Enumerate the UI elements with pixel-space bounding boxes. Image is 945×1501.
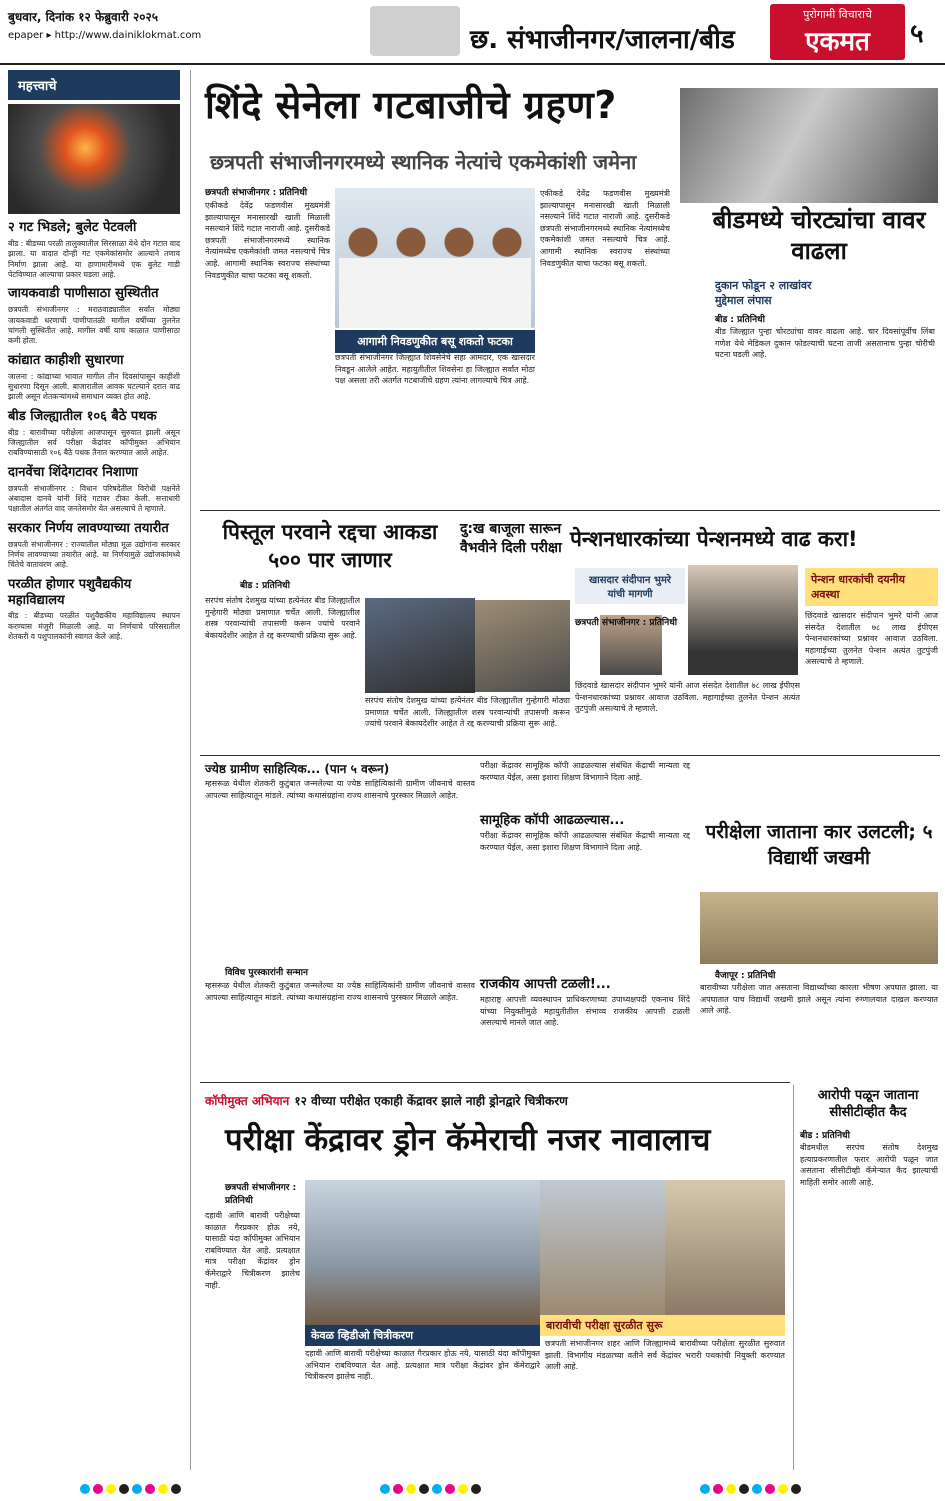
lead-photo-caption: आगामी निवडणुकीत बसू शकतो फटका — [335, 330, 535, 353]
cctv-headline: आरोपी पळून जाताना सीसीटीव्हीत कैद — [817, 1088, 919, 1120]
section-divider — [200, 510, 940, 511]
politician-portrait — [387, 218, 435, 328]
drone-camera-photo — [305, 1180, 540, 1325]
lead-headline: शिंदे सेनेला गटबाजीचे ग्रहण? — [205, 83, 617, 127]
politicians-photo — [335, 188, 535, 328]
registration-dot — [791, 1484, 801, 1494]
section-title: छ. संभाजीनगर/जालना/बीड — [470, 25, 735, 55]
burning-bike-photo — [8, 104, 180, 214]
color-registration-marks — [380, 1484, 481, 1494]
beed-byline: बीड : प्रतिनिधी — [715, 315, 765, 325]
website-url[interactable]: http://www.dainiklokmat.com — [54, 30, 202, 41]
exam-centre-photo — [665, 1180, 785, 1315]
column-divider — [793, 1085, 794, 1470]
beed-body: बीड जिल्ह्यात पुन्हा चोरट्यांचा वावर वाढला आहे. चार दिवसांपूर्वीच लिंबा गणेश येथे मेडिकल दुकान फोडल्याची घटना ताजी असतानाच पुन्हा चोरीची घटना घडली आहे. — [715, 327, 935, 360]
logo-name: एकमत — [805, 27, 870, 57]
pension-headline: पेन्शनधारकांच्या पेन्शनमध्ये वाढ करा! — [570, 527, 858, 551]
pension-box-title: पेन्शन धारकांची दयनीय अवस्था — [805, 568, 938, 606]
pistol-body: सरपंच संतोष देशमुख यांच्या हत्येनंतर बीड जिल्ह्यातील गुन्हेगारी मोठ्या प्रमाणात चर्चेत आली. जिल्ह्यातील शस्त्र परवान्यांची तपासणी करून ज्यांचे परवाने बेकायदेशीर आहेत ते रद्द करण्याची प्रक्रिया सुरू आहे. — [205, 596, 360, 640]
political-body: महाराष्ट्र आपत्ती व्यवस्थापन प्राधिकरणाच्या उपाध्यक्षपदी एकनाथ शिंदे यांच्या नियुक्तीमुळे महायुतीतील संभाव्य राजकीय आपत्ती टळली असल्याचे मानले जात आहे. — [480, 995, 690, 1028]
newspaper-logo — [770, 4, 905, 60]
registration-dot — [700, 1484, 710, 1494]
issue-date: बुधवार, दिनांक १२ फेब्रुवारी २०२५ — [8, 10, 158, 24]
briefs-tag: महत्त्वाचे — [8, 70, 180, 100]
registration-dot — [726, 1484, 736, 1494]
accident-body: बारावीच्या परीक्षेला जात असताना विद्यार्थ्यांच्या कारला भीषण अपघात झाला. या अपघातात पाच विद्यार्थी जखमी झाले असून त्यांना रुग्णालयात दाखल करण्यात आले आहे. — [700, 983, 938, 1016]
pistol-byline: बीड : प्रतिनिधी — [240, 581, 290, 591]
pension-byline: छत्रपती संभाजीनगर : प्रतिनिधी — [575, 618, 678, 628]
print-registration-strip — [0, 1478, 945, 1501]
registration-dot — [93, 1484, 103, 1494]
registration-dot — [752, 1484, 762, 1494]
mp-demand-label: खासदार संदीपान भुमरे यांची मागणी — [575, 568, 685, 604]
section-divider — [200, 755, 940, 756]
drone-body-continued: दहावी आणि बारावी परीक्षेच्या काळात गैरप्रकार होऊ नये, यासाठी यंदा कॉपीमुक्त अभियान राबविण्यात येत आहे. प्रत्यक्षात मात्र परीक्षा केंद्रांवर ड्रोन कॅमेराद्वारे चित्रीकरण झालेच नाही. — [305, 1349, 540, 1382]
registration-dot — [419, 1484, 429, 1494]
copy-body: परीक्षा केंद्रावर सामूहिक कॉपी आढळल्यास संबंधित केंद्राची मान्यता रद्द करण्यात येईल, असा इशारा शिक्षण विभागाने दिला आहे. — [480, 831, 690, 852]
politician-portrait — [339, 218, 387, 328]
politician-portrait — [483, 218, 531, 328]
exam-photo — [475, 600, 570, 692]
registration-dot — [132, 1484, 142, 1494]
literature-body: म्हसरूळ येथील शेतकरी कुटुंबात जन्मलेल्या या ज्येष्ठ साहित्यिकांनी ग्रामीण जीवनाचे वास्तव आपल्या साहित्यातून मांडले. त्यांच्या कथासंग्रहांना राज्य शासनाचे पुरस्कार मिळाले आहेत. — [205, 779, 475, 800]
drone-byline: छत्रपती संभाजीनगर : प्रतिनिधी — [225, 1183, 297, 1206]
exam-body: छत्रपती संभाजीनगर शहर आणि जिल्ह्यामध्ये बारावीच्या परीक्षेला सुरळीत सुरुवात झाली. विभागीय मंडळाच्या वतीने सर्व केंद्रांवर भरारी पथकांची नियुक्ती करण्यात आली आहे. — [545, 1339, 785, 1372]
registration-dot — [406, 1484, 416, 1494]
registration-dot — [778, 1484, 788, 1494]
drone-strap — [205, 1090, 785, 1114]
cctv-byline: बीड : प्रतिनिधी — [800, 1131, 850, 1141]
pistol-headline: पिस्तूल परवाने रद्दचा आकडा ५०० पार जाणार — [222, 520, 438, 573]
registration-dot — [106, 1484, 116, 1494]
brief-item: परळीत होणार पशुवैद्यकीय महाविद्यालय बीड : बीडच्या परळीत पशुवैद्यकीय महाविद्यालय स्थापन करण्यास मंजुरी मिळाली आहे. या निर्णयाचे परिसरातील शेतकरी व पशुपालकांनी स्वागत केले आहे. — [8, 576, 180, 642]
literature-body-continued: म्हसरूळ येथील शेतकरी कुटुंबात जन्मलेल्या या ज्येष्ठ साहित्यिकांनी ग्रामीण जीवनाचे वास्तव आपल्या साहित्यातून मांडले. त्यांच्या कथासंग्रहांना राज्य शासनाचे पुरस्कार मिळाले आहेत. — [205, 981, 475, 1002]
accident-headline: परीक्षेला जाताना कार उलटली; ५ विद्यार्थी जखमी — [705, 821, 933, 869]
color-registration-marks — [700, 1484, 801, 1494]
lead-subheadline: छत्रपती संभाजीनगरमध्ये स्थानिक नेत्यांचे एकमेकांशी जमेना — [210, 150, 637, 174]
beed-headline: बीडमध्ये चोरट्यांचा वावर वाढला — [712, 206, 926, 266]
lead-byline: छत्रपती संभाजीनगर : प्रतिनिधी — [205, 188, 308, 198]
registration-dot — [158, 1484, 168, 1494]
registration-dot — [393, 1484, 403, 1494]
accident-byline: वैजापूर : प्रतिनिधी — [715, 971, 776, 981]
column-divider — [190, 70, 191, 1470]
political-headline: राजकीय आपत्ती टळली!... — [480, 977, 611, 992]
briefs-column — [8, 70, 180, 1470]
copy-lead-in: परीक्षा केंद्रावर सामूहिक कॉपी आढळल्यास संबंधित केंद्राची मान्यता रद्द करण्यात येईल, असा इशारा शिक्षण विभागाने दिला आहे. — [480, 761, 690, 782]
parliament-photo — [688, 565, 798, 675]
brief-item: जायकवाडी पाणीसाठा सुस्थितीत छत्रपती संभाजीनगर : मराठवाड्यातील सर्वांत मोठ्या जायकवाडी धरणाची पाणीपातळी मागील वर्षीच्या तुलनेत चांगली सुस्थितीत आहे. मागील वर्षी याच काळात पाणीसाठा कमी होता. — [8, 286, 180, 346]
drone-headline: परीक्षा केंद्रावर ड्रोन कॅमेराची नजर नावालाच — [225, 1122, 711, 1158]
epaper-link[interactable]: epaper ▸ http://www.dainiklokmat.com — [8, 30, 202, 41]
beed-subhead-1: दुकान फोडून २ लाखांवर — [715, 279, 812, 292]
vaibhavi-headline: दु:ख बाजूला सारून वैभवीने दिली परीक्षा — [460, 521, 562, 556]
pistol-body-continued: सरपंच संतोष देशमुख यांच्या हत्येनंतर बीड जिल्ह्यातील गुन्हेगारी मोठ्या प्रमाणात चर्चेत आली. जिल्ह्यातील शस्त्र परवान्यांची तपासणी करून ज्यांचे परवाने बेकायदेशीर आहेत ते रद्द करण्याची प्रक्रिया सुरू आहे. — [365, 696, 570, 729]
header-divider — [0, 63, 945, 65]
registration-dot — [445, 1484, 455, 1494]
registration-dot — [119, 1484, 129, 1494]
literature-headline: ज्येष्ठ ग्रामीण साहित्यिक... (पान ५ वरून) — [205, 762, 390, 776]
cctv-body: बीडमधील सरपंच संतोष देशमुख हत्याप्रकरणातील फरार आरोपी पळून जात असताना सीसीटीव्ही कॅमेऱ्यात कैद झाल्याची माहिती समोर आली आहे. — [800, 1143, 938, 1187]
drone-strap-text: १२ वीच्या परीक्षेत एकाही केंद्रावर झाले नाही ड्रोनद्वारे चित्रीकरण — [294, 1094, 568, 1108]
masthead-image — [370, 6, 460, 56]
registration-dot — [171, 1484, 181, 1494]
registration-dot — [145, 1484, 155, 1494]
accident-photo — [700, 892, 938, 964]
brief-item: दानवेंचा शिंदेगटावर निशाणा छत्रपती संभाजीनगर : विधान परिषदेतील विरोधी पक्षनेते अंबादास दानवे यांनी शिंदे गटावर टीका केली. सत्ताधारी पक्षातील अंतर्गत वाद जनतेसमोर येत असल्याचे ते म्हणाले. — [8, 464, 180, 514]
awards-subhead: विविध पुरस्कारांनी सन्मान — [225, 968, 309, 978]
politician-portrait — [435, 218, 483, 328]
registration-dot — [765, 1484, 775, 1494]
color-registration-marks — [80, 1484, 181, 1494]
beed-subhead-2: मुद्देमाल लंपास — [715, 294, 772, 307]
registration-dot — [471, 1484, 481, 1494]
video-caption: केवळ व्हिडीओ चित्रीकरण — [305, 1325, 540, 1346]
registration-dot — [458, 1484, 468, 1494]
lead-body: एकीकडे देवेंद्र फडणवीस मुख्यमंत्री झाल्यापासून मनासारखी खाती मिळाली नसल्याने शिंदे गटात नाराजी आहे. दुसरीकडे छत्रपती संभाजीनगरमध्ये स्थानिक नेत्यांमध्येच एकमेकांशी जमत नसल्याचे चित्र आहे. आगामी स्थानिक स्वराज्य संस्थांच्या निवडणुकीत याचा फटका बसू शकतो. — [205, 201, 330, 280]
drone-body: दहावी आणि बारावी परीक्षेच्या काळात गैरप्रकार होऊ नये, यासाठी यंदा कॉपीमुक्त अभियान राबविण्यात येत आहे. प्रत्यक्षात मात्र परीक्षा केंद्रांवर ड्रोन कॅमेराद्वारे चित्रीकरण झालेच नाही. — [205, 1211, 300, 1290]
logo-tagline: पुरोगामी विचाराचे — [803, 8, 872, 21]
brief-item: सरकार निर्णय लावण्याच्या तयारीत छत्रपती संभाजीनगर : राज्यातील मोठ्या मूळ उद्योगांना सरकार निर्णय लावण्याच्या तयारीत आहे. या निर्णयामुळे उद्योजकांमध्ये चिंतेचे वातावरण आहे. — [8, 520, 180, 570]
exam-centre-photo — [540, 1180, 665, 1315]
registration-dot — [432, 1484, 442, 1494]
office-photo — [365, 598, 475, 693]
exam-smooth-caption: बारावीची परीक्षा सुरळीत सुरू — [540, 1315, 785, 1336]
registration-dot — [380, 1484, 390, 1494]
registration-dot — [713, 1484, 723, 1494]
brief-item: बीड जिल्ह्यातील १०६ बैठे पथक बीड : बारावीच्या परीक्षेला आजपासून सुरुवात झाली असून जिल्ह्यातील सर्व परीक्षा केंद्रांवर कॉपीमुक्त अभियान राबविण्यासाठी १०६ बैठे पथक तैनात करण्यात आले आहेत. — [8, 408, 180, 458]
brief-item: कांद्यात काहीशी सुधारणा जालना : कांद्याच्या भावात मागील तीन दिवसांपासून काहीशी सुधारणा दिसून आली. बाजारातील आवक घटल्याने दरात वाढ झाली असून शेतकऱ्यांमध्ये समाधान व्यक्त होत आहे. — [8, 352, 180, 402]
registration-dot — [80, 1484, 90, 1494]
lead-body-continued: छत्रपती संभाजीनगर जिल्ह्यात शिवसेनेचे सहा आमदार, एक खासदार निवडून आलेले आहेत. महायुतीतील शिवसेना हा जिल्ह्यात सर्वात मोठा पक्ष असला तरी अंतर्गत गटबाजीचे ग्रहण त्यांना लागल्याचे चित्र आहे. — [335, 353, 535, 386]
campaign-tag: कॉपीमुक्त अभियान — [205, 1094, 290, 1108]
cctv-still-photo — [680, 88, 938, 203]
lead-body-column: एकीकडे देवेंद्र फडणवीस मुख्यमंत्री झाल्यापासून मनासारखी खाती मिळाली नसल्याने शिंदे गटात नाराजी आहे. दुसरीकडे छत्रपती संभाजीनगरमध्ये स्थानिक नेत्यांमध्येच एकमेकांशी जमत नसल्याचे चित्र आहे. आगामी स्थानिक स्वराज्य संस्थांच्या निवडणुकीत याचा फटका बसू शकतो. — [540, 189, 670, 268]
pension-box-body: छिंदवाडे खासदार संदीपान भुमरे यांनी आज संसदेत देशातील ७८ लाख ईपीएस पेन्शनधारकांच्या प्रश्नावर आवाज उठविला. महागाईच्या तुलनेत पेन्शन अत्यंत तुटपुंजी असल्याचे ते म्हणाले. — [805, 611, 938, 667]
pension-body: छिंदवाडे खासदार संदीपान भुमरे यांनी आज संसदेत देशातील ७८ लाख ईपीएस पेन्शनधारकांच्या प्रश्नावर आवाज उठविला. महागाईच्या तुलनेत पेन्शन अत्यंत तुटपुंजी असल्याचे ते म्हणाले. — [575, 681, 800, 714]
brief-item: २ गट भिडले; बुलेट पेटवली बीड : बीडच्या परळी तालुक्यातील सिरसाळा येथे दोन गटात वाद झाला. या वादात दोन्ही गट एकमेकांसमोर आल्याने तणाव निर्माण झाला आहे. या हाणामारीमध्ये एक बुलेट गाडी पेटविण्यात आल्याचा प्रकार घडला आहे. — [8, 220, 181, 279]
section-divider — [200, 1082, 790, 1083]
registration-dot — [739, 1484, 749, 1494]
page-number: ५ — [910, 19, 924, 49]
copy-headline: सामूहिक कॉपी आढळल्यास... — [480, 813, 625, 828]
